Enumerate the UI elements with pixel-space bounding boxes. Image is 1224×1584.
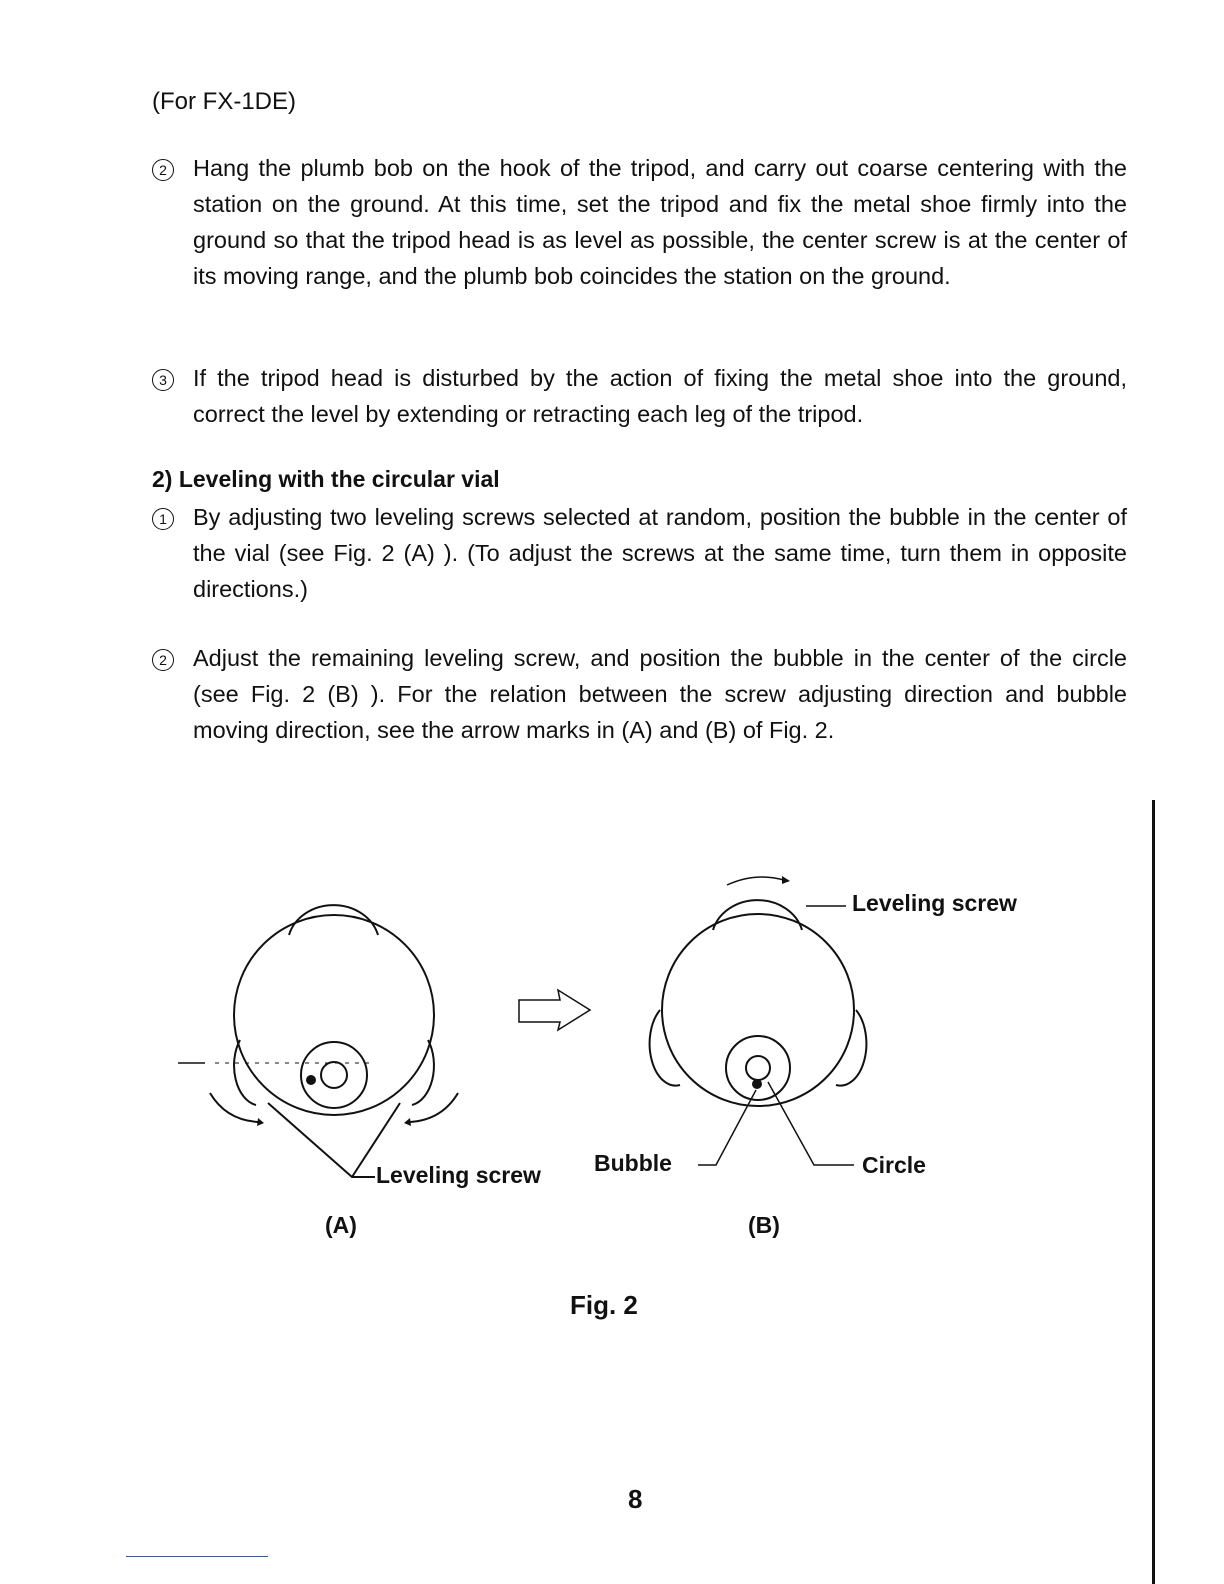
top-leveling-screw-b xyxy=(713,900,802,930)
page-header: (For FX-1DE) xyxy=(152,88,296,115)
vial-circle-b xyxy=(746,1056,770,1080)
right-rotation-arrow-a xyxy=(410,1093,458,1122)
bubble-dot-b xyxy=(752,1079,762,1089)
vial-body-a xyxy=(234,915,434,1115)
rotation-arrow-b xyxy=(727,877,784,885)
left-leveling-screw-b xyxy=(650,1010,680,1086)
transition-arrow xyxy=(519,990,590,1030)
step-text: By adjusting two leveling screws selected at random, position the bubble in the center of the vial (see Fig. 2 (A) ). (To adjust the screws at the same time, turn them in opposite directions.) xyxy=(193,504,1127,602)
step-number-badge: 1 xyxy=(152,508,174,530)
leveling-screw-label-b: Leveling screw xyxy=(852,890,1017,916)
figure-b-vial-drawing xyxy=(650,876,867,1165)
right-margin-rule xyxy=(1152,800,1155,1584)
step-number-badge: 2 xyxy=(152,159,174,181)
vial-body-b xyxy=(662,914,854,1106)
leveling-screw-label-a: Leveling screw xyxy=(376,1162,541,1188)
bubble-dot-a xyxy=(306,1075,316,1085)
step-text: Hang the plumb bob on the hook of the tripod, and carry out coarse centering with the station on the ground. At this time, set the tripod and fix the metal shoe firmly into the ground so that the tripod head is as level as possible, the center screw is at the center of its moving range, and the plumb bob coincides the station on the ground. xyxy=(193,155,1127,289)
vial-ring-outer-b xyxy=(726,1036,790,1100)
leader-line-circle xyxy=(768,1082,854,1165)
step-number-badge: 3 xyxy=(152,369,174,391)
vial-circle-a xyxy=(321,1062,347,1088)
figure-b-label: (B) xyxy=(748,1212,780,1238)
circle-label: Circle xyxy=(862,1152,926,1178)
vial-ring-outer-a xyxy=(301,1042,367,1108)
bottom-underline xyxy=(126,1556,268,1557)
left-rotation-arrow-a xyxy=(210,1093,258,1122)
section-title: 2) Leveling with the circular vial xyxy=(152,466,500,492)
step-text: Adjust the remaining leveling screw, and position the bubble in the center of the circle (see Fig. 2 (B) ). For the relation between the screw adjusting direction and bubble moving direction, see the arrow marks in (A) and (B) of Fig. 2. xyxy=(193,645,1127,743)
right-leveling-screw-b xyxy=(836,1010,866,1086)
figure-caption: Fig. 2 xyxy=(570,1290,638,1320)
page-number: 8 xyxy=(628,1484,643,1514)
bubble-label: Bubble xyxy=(594,1150,672,1176)
figure-a-vial-drawing xyxy=(210,905,458,1177)
step-text: If the tripod head is disturbed by the action of fixing the metal shoe into the ground, correct the level by extending or retracting each leg of the tripod. xyxy=(193,365,1127,427)
step-number-badge: 2 xyxy=(152,649,174,671)
figure-a-label: (A) xyxy=(325,1212,357,1238)
